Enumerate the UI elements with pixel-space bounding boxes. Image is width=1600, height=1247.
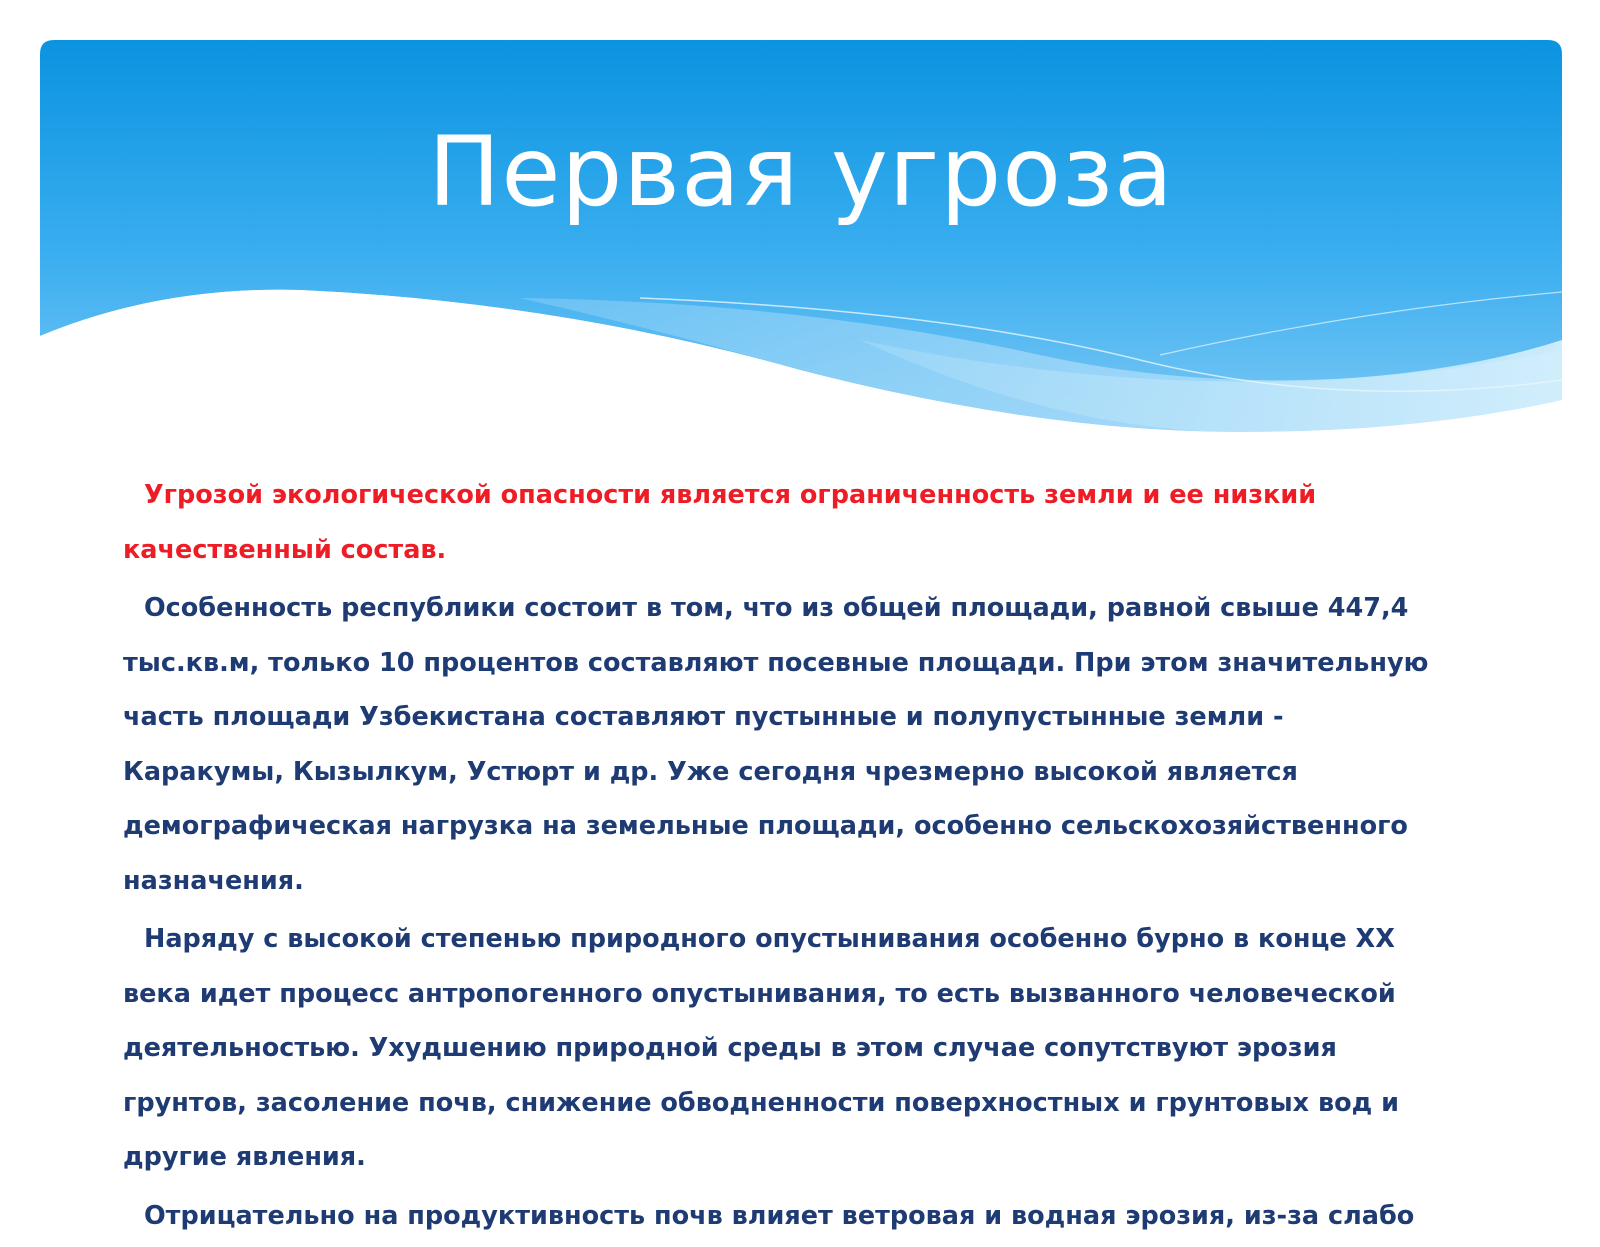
slide-title: Первая угроза: [428, 116, 1174, 228]
wave-background: [40, 40, 1562, 460]
lead-paragraph: Угрозой экологической опасности является ограниченность земли и ее низкий качественный состав.: [123, 480, 1317, 565]
body-paragraph: Отрицательно на продуктивность почв влияет ветровая и водная эрозия, из-за слабо: [144, 1200, 1415, 1231]
body-paragraph: Особенность республики состоит в том, что из общей площади, равной свыше 447,4 тыс.кв.м, только 10 процентов составляют посевные площади. При этом значительную часть площади Узбекистана составляют пустынные и полупустынные земли - Каракумы, Кызылкум, Устюрт и др. Уже сегодня чрезмерно высокой является демографическая нагрузка на земельные площади, особенно сельскохозяйственного назначения.: [123, 593, 1429, 896]
slide-body-text: [123, 468, 1433, 1247]
header-wave-banner: [40, 40, 1562, 460]
body-paragraph: Наряду с высокой степенью природного опустынивания особенно бурно в конце XX века идет процесс антропогенного опустынивания, то есть вызванного человеческой деятельностью. Ухудшению природной среды в этом случае сопутствуют эрозия грунтов, засоление почв, снижение обводненности поверхностных и грунтовых вод и другие явления.: [123, 924, 1399, 1172]
